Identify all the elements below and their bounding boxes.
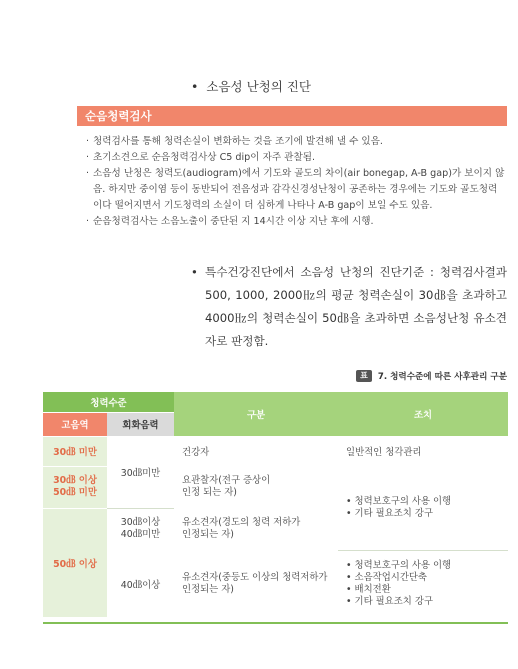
cell-high: 50㏈ 이상	[43, 508, 107, 617]
header-category: 구분	[174, 392, 338, 436]
note-item: · 순음청력검사는 소음노출이 중단된 지 14시간 이상 지난 후에 시행.	[86, 216, 374, 227]
table-caption	[356, 370, 507, 382]
cell-action: 일반적인 청각관리	[338, 436, 508, 466]
cell-action	[338, 550, 508, 617]
criteria-text: 특수건강진단에서 소음성 난청의 진단기준 : 청력검사결과 500, 1000, 2000㎐의 평균 청력손실이 30㏈을 초과하고 4000㎐의 청력손실이 50㏈을 초과하면 소음성난청 유소견자로 판정함.	[205, 265, 507, 348]
cell-speech: 40㏈이상	[107, 550, 174, 617]
header-action: 조치	[338, 392, 508, 436]
cell-category: 건강자	[174, 436, 338, 466]
cell-category: 유소견자(중등도 이상의 청력저하가 인정되는 자)	[174, 550, 338, 617]
table-caption-text: 7. 청력수준에 따른 사후관리 구분	[377, 372, 507, 382]
header-level: 청력수준	[43, 392, 174, 412]
header-high: 고음역	[43, 412, 107, 436]
followup-table	[43, 392, 508, 618]
notes-list	[86, 134, 506, 230]
bullet-dot: •	[191, 79, 199, 94]
cell-category: 유소견자(경도의 청력 저하가 인정되는 자)	[174, 508, 338, 550]
table-tag: 표	[356, 370, 372, 382]
action-item: • 기타 필요조치 강구	[346, 508, 433, 519]
header-speech: 회화음력	[107, 412, 174, 436]
top-bullet	[191, 77, 311, 95]
cell-high: 30㏈ 이상 50㏈ 미만	[43, 466, 107, 508]
note-text: 소음성 난청은 청력도(audiogram)에서 기도와 골도의 차이(air bonegap, A-B gap)가 보이지 않음. 하지만 중이염 등이 동반되어 전음성과 감각신경성난청이 공존하는 경우에는 기도와 골도청력이다 떨어지면서 기도청력의 소실이 더 심하게 나타나 A-B gap이 보일 수도 있음.	[93, 168, 505, 211]
cell-speech: 30㏈미만	[107, 436, 174, 508]
note-item: · 초기소견으로 순음청력검사상 C5 dip이 자주 관찰됨.	[86, 152, 316, 163]
table-bottom-rule	[43, 622, 508, 624]
action-item: • 청력보호구의 사용 이행	[346, 559, 452, 571]
note-item: · 소음성 난청은 청력도(audiogram)에서 기도와 골도의 차이(air bonegap, A-B gap)가 보이지 않음. 하지만 중이염 등이 동반되어 전음성과 감각신경성난청이 공존하는 경우에는 기도와 골도청력이다 떨어지면서 기도청력의 소실이 더 심하게 나타나 A-B gap이 보일 수도 있음.	[86, 168, 505, 211]
section-title: 순음청력검사	[77, 106, 507, 126]
action-item: • 기타 필요조치 강구	[346, 595, 433, 607]
top-bullet-text: 소음성 난청의 진단	[206, 79, 311, 94]
action-item: • 소음작업시간단축	[346, 571, 427, 583]
cell-speech: 30㏈이상 40㏈미만	[107, 508, 174, 550]
cell-category: 요관찰자(전구 증상이 인정 되는 자)	[174, 466, 338, 508]
note-item: · 청력검사를 통해 청력손실이 변화하는 것을 조기에 발견해 낼 수 있음.	[86, 136, 383, 147]
note-text: 청력검사를 통해 청력손실이 변화하는 것을 조기에 발견해 낼 수 있음.	[93, 136, 383, 147]
action-item: • 배치전환	[346, 583, 391, 595]
note-text: 순음청력검사는 소음노출이 중단된 지 14시간 이상 지난 후에 시행.	[93, 216, 374, 227]
cell-action	[338, 466, 508, 550]
note-text: 초기소견으로 순음청력검사상 C5 dip이 자주 관찰됨.	[93, 152, 316, 163]
bullet-dot: •	[191, 265, 198, 279]
cell-high: 30㏈ 미만	[43, 436, 107, 466]
action-item: • 청력보호구의 사용 이행	[346, 496, 452, 507]
diagnostic-criteria	[191, 261, 507, 353]
